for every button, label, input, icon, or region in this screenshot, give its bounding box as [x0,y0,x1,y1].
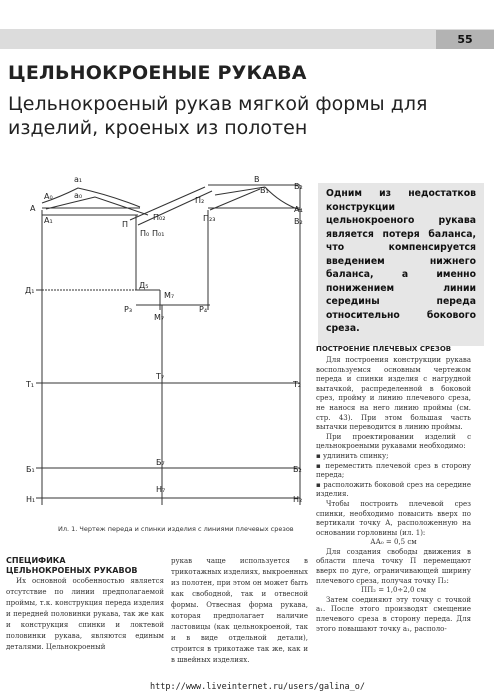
label-h1: Н₁ [26,495,36,504]
header-bar [0,29,494,49]
label-m7: М₇ [154,313,165,322]
label-a4: А₄ [294,205,303,214]
label-b2-hip: Б₂ [293,465,302,474]
page-number: 55 [436,30,494,49]
right-column [316,345,471,634]
formula: АА₀ = 0,5 см [370,538,417,547]
paragraph: Их основной особенностью является отсутствие по линии предполагаемой проймы, т.к. конструкция переда изделия и передней половинки рукава, так же как и конструкция спинки и локтевой половинки рукава, являются единым деталями. Цельнокроеный [6,577,164,651]
section-heading: ПОСТРОЕНИЕ ПЛЕЧЕВЫХ СРЕЗОВ [316,345,452,353]
pattern-drawing [0,165,316,525]
label-t2: Т₂ [293,380,302,389]
label-a0: А₀ [44,192,53,201]
label-p23: П₂₃ [203,214,216,223]
label-b2: В₂ [294,182,303,191]
heading-line: ЦЕЛЬНОКРОЕНЫХ РУКАВОВ [6,566,138,575]
label-h7: Н₇ [156,485,166,494]
label-b1: В₁ [260,186,269,195]
label-b1-hip: Б₁ [26,465,35,474]
formula: ПП₂ = 1,0÷2,0 см [360,586,427,595]
page-subtitle: Цельнокроеный рукав мягкой формы для изделий, кроеных из полотен [8,93,428,139]
front-shoulder-line [46,197,148,215]
paragraph: Для создания свободы движения в области плеча точку П перемещают вверх по дуге, ограничивающей ширину плечевого среза, получая точку П₂: [316,547,471,585]
label-p02: П₀₂ [153,213,166,222]
sleeve-line [130,187,205,220]
label-p: П [122,220,129,229]
label-b7: Б₇ [156,458,165,467]
callout-box: Одним из недостатков конструкции цельнокроеного рукава является потеря баланса, что компенсируется введением нижнего баланса, а именно понижением линии середины переда относительно бокового среза. [318,183,484,346]
label-b: В [254,175,260,184]
label-d1: Д₁ [25,286,35,295]
heading-line: СПЕЦИФИКА [6,556,66,565]
paragraph: Чтобы построить плечевой срез спинки, необходимо повысить вверх по вертикали точку А, расположенную на основании горловины (ил. 1): [316,499,471,537]
label-t7: Т₇ [156,372,165,381]
left-column [6,576,164,653]
paragraph: Затем соединяют эту точку с точкой а₁. После этого производят смещение плечевого среза в сторону переда. Для этого повышают точку а₁, располо- [316,595,471,633]
label-a: А [30,204,36,213]
left-section-heading [6,556,138,576]
paragraph: рукав чаще используется в трикотажных изделиях, выкроенных из полотен, при этом он может быть как свободной, так и отвесной формы. Отвесная форма рукава, которая предполагает наличие ластовицы (как цельнокроеной, так и в виде отдельной детали), строится в трикотаже так же, как и в швейных изделиях. [171,557,308,664]
label-p0: П₀ [140,229,150,238]
label-b2-lower: В₂ [294,217,303,226]
page-title: ЦЕЛЬНОКРОЕНЫЕ РУКАВА [8,62,307,84]
bullet: ▪ удлинить спинку; [316,451,389,460]
label-p4: Р₄ [199,305,208,314]
label-d5: Д₅ [139,281,149,290]
figure-caption: Ил. 1. Чертеж переда и спинки изделия с линиями плечевых срезов [58,525,294,533]
label-a1-cap: А₁ [44,216,53,225]
paragraph: При проектировании изделий с цельнокроеными рукавами необходимо: [316,432,471,451]
label-p2: П₂ [195,196,205,205]
label-p3: Р₃ [124,305,133,314]
middle-column [171,556,308,666]
paragraph: Для построения конструкции рукава воспользуемся основным чертежом переда и спинки изделия с нагрудной вытачкой, распределенной в боковой срез, пройму и линию плечевого среза, не нанося на него линию проймы (см. стр. 43). При этом большая часть вытачки переводится в линию проймы. [316,356,471,432]
label-m7-top: М₇ [164,291,175,300]
label-a1: а₁ [74,175,83,184]
footer-url[interactable]: http://www.liveinternet.ru/users/galina_o/ [150,682,365,692]
label-t1: Т₁ [26,380,35,389]
label-h2: Н₂ [293,495,303,504]
label-p01: П₀₁ [152,229,165,238]
bullet: ▪ переместить плечевой срез в сторону переда; [316,461,471,480]
bullet: ▪ расположить боковой срез на середине изделия. [316,480,471,499]
label-a0-lower: а₀ [74,191,83,200]
